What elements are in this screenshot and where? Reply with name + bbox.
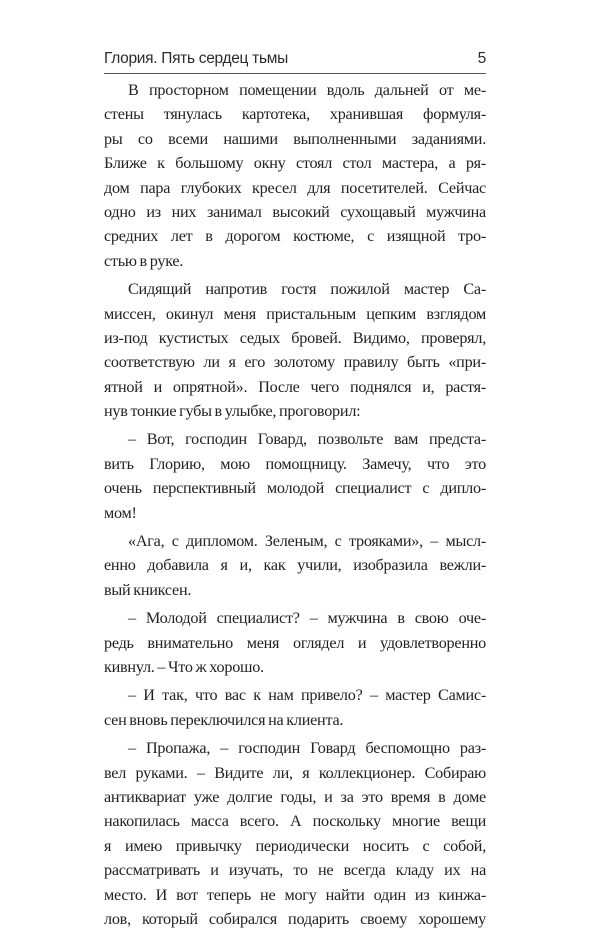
running-header <box>104 50 486 68</box>
text-line: место. И вот теперь не могу найти один из кинжа- <box>104 885 486 904</box>
text-line: Ближе к большому окну стоял стол мастера, а ря- <box>104 154 486 173</box>
text-line: миссен, окинул меня пристальным цепким взглядом <box>104 304 486 323</box>
page-number: 5 <box>477 50 486 67</box>
header-rule <box>104 73 486 74</box>
text-line: очень перспективный молодой специалист с дипло- <box>104 479 486 498</box>
text-line: нув тонкие губы в улыбке, проговорил: <box>104 402 361 421</box>
text-line: ятной и опрятной». После чего поднялся и, растя- <box>104 377 486 396</box>
text-line: антиквариат уже долгие годы, и за это время в доме <box>104 787 486 806</box>
text-line: лов, который собирался подарить своему хорошему <box>104 909 486 928</box>
text-line: средних лет в дорогом костюме, с изящной тро- <box>104 227 486 246</box>
text-line: кивнул. – Что ж хорошо. <box>104 657 264 676</box>
text-line: вый книксен. <box>104 580 192 599</box>
text-line: соответствую ли я его золотому правилу быть «при- <box>104 353 486 372</box>
text-line: вить Глорию, мою помощницу. Замечу, что это <box>104 454 486 473</box>
text-line: В просторном помещении вдоль дальней от ме- <box>128 81 486 99</box>
text-line: Сидящий напротив гостя пожилой мастер Са- <box>128 280 486 299</box>
text-line: сен вновь переключился на клиента. <box>104 710 344 729</box>
text-line: ры со всеми нашими выполненными заданиями. <box>104 129 486 148</box>
text-line: «Ага, с дипломом. Зеленым, с трояками», – мысл- <box>128 532 486 551</box>
text-line: одно из них занимал высокий сухощавый мужчина <box>104 202 486 221</box>
text-line: стью в руке. <box>104 251 184 270</box>
text-line: мом! <box>104 503 137 522</box>
page-body <box>104 78 486 931</box>
text-line: стены тянулась картотека, хранившая формуля- <box>104 105 486 124</box>
text-line: енно добавила я и, как учили, изобразила вежли- <box>104 556 486 575</box>
running-title: Глория. Пять сердец тьмы <box>104 50 288 67</box>
text-line: редь внимательно меня оглядел и удовлетворенно <box>104 633 486 652</box>
text-line: – Пропажа, – господин Говард беспомощно раз- <box>128 739 486 758</box>
text-line: из-под кустистых седых бровей. Видимо, проверял, <box>104 328 486 347</box>
text-line: я имею привычку периодически носить с собой, <box>104 836 486 855</box>
text-line: – Вот, господин Говард, позвольте вам предста- <box>128 430 486 449</box>
text-line: – И так, что вас к нам привело? – мастер Самис- <box>128 686 486 705</box>
text-line: накопилась масса всего. А поскольку многие вещи <box>104 812 486 831</box>
text-line: рассматривать и изучать, то не всегда кладу их на <box>104 861 486 880</box>
text-line: – Молодой специалист? – мужчина в свою оче- <box>128 609 486 628</box>
text-line: вел руками. – Видите ли, я коллекционер. Собираю <box>104 763 486 782</box>
text-line: дом пара глубоких кресел для посетителей. Сейчас <box>104 178 486 197</box>
